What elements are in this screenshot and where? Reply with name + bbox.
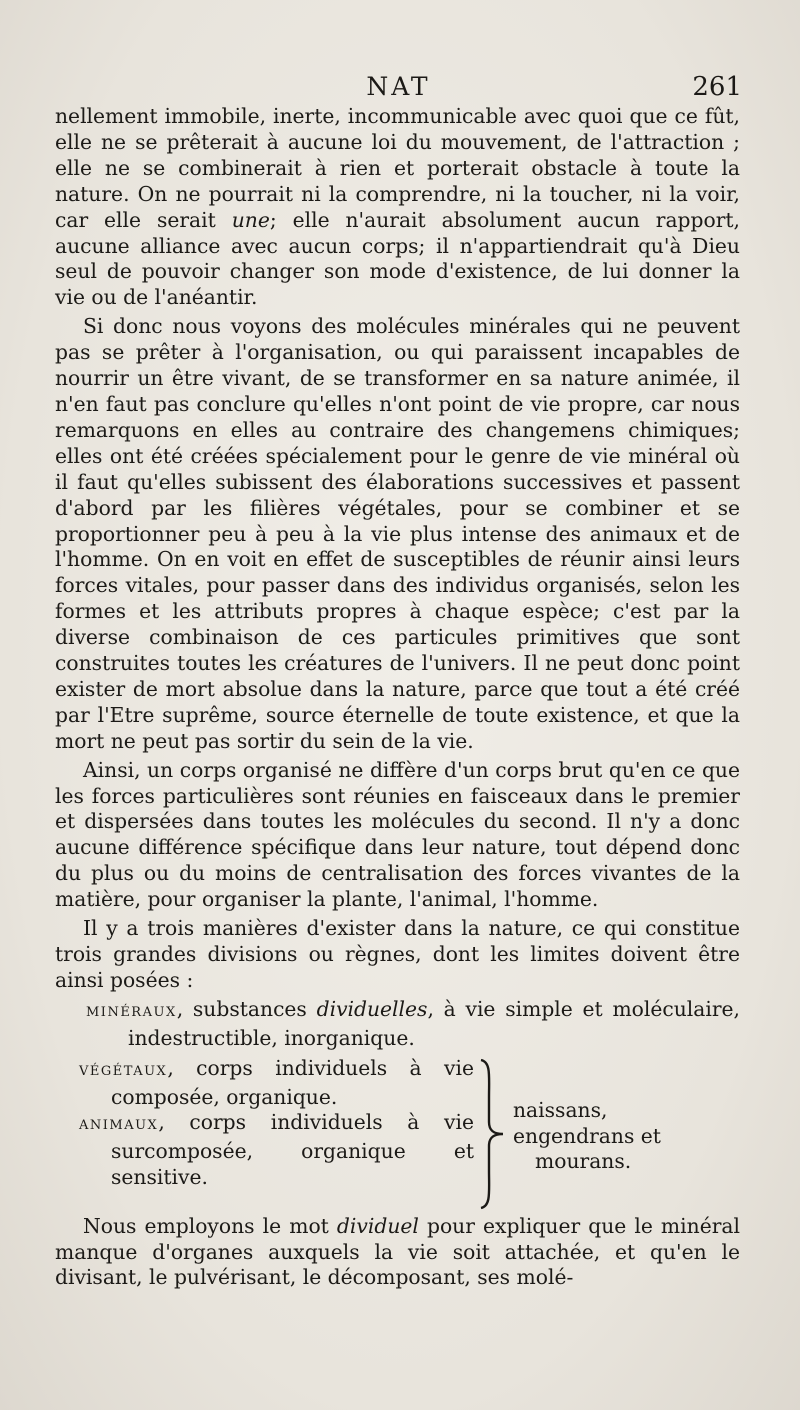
shared-attributes bbox=[513, 1098, 733, 1176]
body-text bbox=[55, 104, 740, 1291]
italic-word: dividuel bbox=[336, 1213, 419, 1238]
text-run: , corps individuels à vie composée, organique. bbox=[111, 1055, 474, 1109]
paragraph-final bbox=[55, 1214, 740, 1292]
page-header bbox=[55, 72, 742, 104]
italic-word: dividuelles bbox=[316, 996, 428, 1021]
text-run: pour expliquer que le minéral manque d'organes auxquels la vie soit attachée, et qu'en le divisant, le pulvérisant, le décomposant, ses molé- bbox=[55, 1213, 740, 1290]
paragraph bbox=[55, 314, 740, 754]
kingdom-term: MINÉRAUX bbox=[86, 1004, 177, 1020]
text-run: Si donc nous voyons des molécules minérales qui ne peuvent pas se prêter à l'organisation, ou qui paraissent incapables de nourrir un être vivant, de se transformer en sa nature animée, il n'en faut pas conclure qu'elles n'ont point de vie propre, car nous remarquons en elles au contraire des changemens chimiques; elles ont été créées spécialement pour le genre de vie minéral où il faut qu'elles subissent des élaborations successives et passent d'abord par les filières végétales, pour se combiner et se proportionner peu à peu à la vie plus intense des animaux et de l'homme. On en voit en effet de susceptibles de réunir ainsi leurs forces vitales, pour passer dans des individus organisés, selon les formes et les attributs propres à chaque espèce; c'est par la diverse combinaison de ces particules primitives que sont construites toutes les créatures de l'univers. Il ne peut donc point exister de mort absolue dans la nature, parce que tout a été créé par l'Etre suprême, source éternelle de toute existence, et que la mort ne peut pas sortir du sein de la vie. bbox=[55, 314, 740, 753]
shared-line: naissans, engendrans et bbox=[513, 1097, 661, 1148]
text-run: nellement immobile, inerte, incommunicable avec quoi que ce fût, elle ne se prêterait à aucune loi du mouvement, de l'attraction ; elle ne se combinerait à rien et porterait obstacle à toute la nature. On ne pourrait ni la comprendre, ni la toucher, ni la voir, car elle serait bbox=[55, 104, 740, 232]
shared-line: mourans. bbox=[535, 1149, 632, 1174]
kingdom-term: ANIMAUX bbox=[79, 1118, 159, 1134]
paragraph-continued bbox=[55, 104, 740, 311]
page-number: 261 bbox=[692, 72, 742, 102]
text-run: Nous employons le mot bbox=[83, 1213, 337, 1238]
text-run: , à vie simple et moléculaire, indestructible, inorganique. bbox=[128, 996, 740, 1050]
paragraph bbox=[55, 758, 740, 913]
running-head: NAT bbox=[366, 72, 431, 101]
kingdom-animals bbox=[79, 1110, 474, 1191]
kingdom-minerals bbox=[55, 997, 740, 1052]
curly-brace bbox=[475, 1058, 509, 1210]
kingdom-vegetables bbox=[79, 1056, 474, 1111]
text-run: ; elle n'aurait absolument aucun rapport, aucune alliance avec aucun corps; il n'appartiendrait qu'à Dieu seul de pouvoir changer son mode d'existence, de lui donner la vie ou de l'anéantir. bbox=[55, 207, 741, 310]
text-run: , corps individuels à vie surcomposée, organique et sensitive. bbox=[111, 1110, 474, 1190]
paragraph bbox=[55, 916, 740, 994]
kingdom-group bbox=[55, 1056, 740, 1214]
kingdom-term: VÉGÉTAUX bbox=[79, 1063, 168, 1079]
text-run: Il y a trois manières d'exister dans la nature, ce qui constitue trois grandes divisions ou règnes, dont les limites doivent être ainsi posées : bbox=[55, 916, 740, 992]
group-items bbox=[79, 1056, 474, 1192]
text-run: , substances bbox=[176, 996, 317, 1021]
italic-word: une bbox=[231, 207, 270, 232]
text-run: Ainsi, un corps organisé ne diffère d'un corps brut qu'en ce que les forces particulières sont réunies en faisceaux dans le premier et dispersées dans toutes les molécules du second. Il n'y a donc aucune différence spécifique dans leur nature, tout dépend donc du plus ou du moins de centralisation des forces vivantes de la matière, pour organiser la plante, l'animal, l'homme. bbox=[55, 757, 740, 912]
